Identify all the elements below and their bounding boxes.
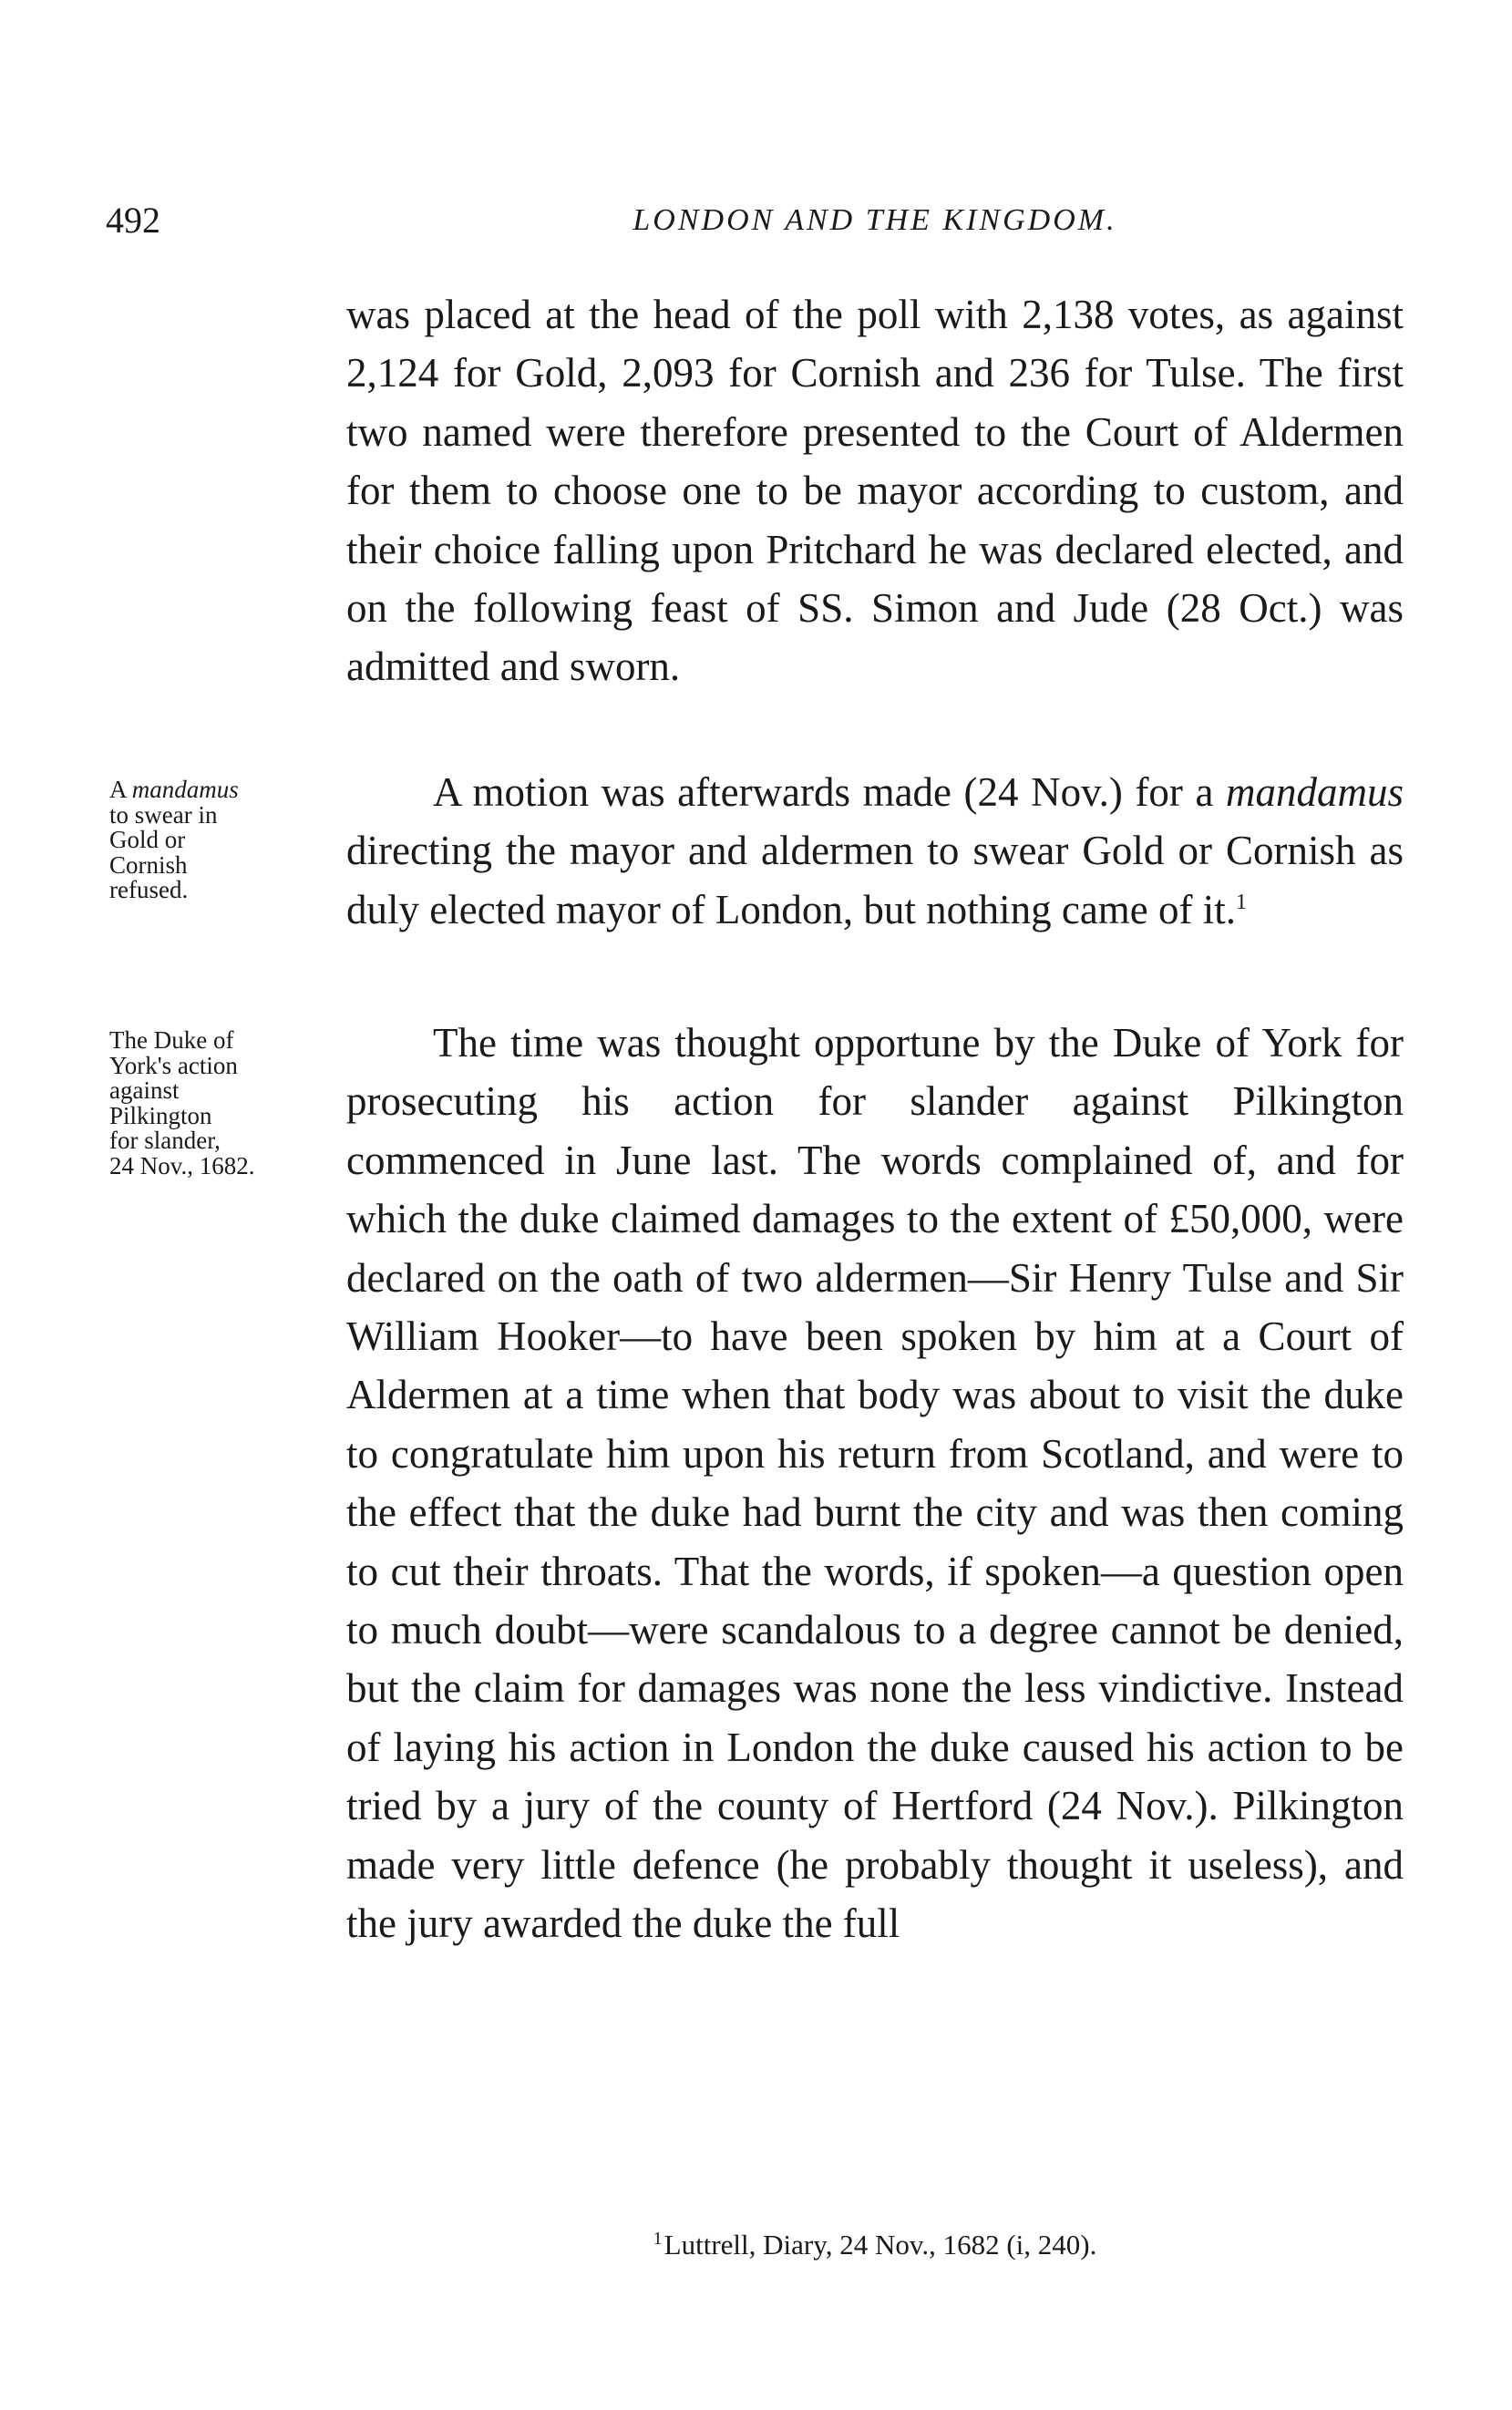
sidenote-mandamus-term: mandamus: [131, 776, 239, 803]
running-title: LONDON AND THE KINGDOM.: [633, 203, 1117, 237]
footnote-reference: 1: [1236, 890, 1248, 914]
paragraph-mandamus: [346, 763, 1404, 939]
sidenote-mandamus-line5: refused.: [109, 876, 189, 903]
footnote-mark: 1: [653, 2228, 663, 2249]
paragraph-poll-result: was placed at the head of the poll with 2,138 votes, as against 2,124 for Gold, 2,093 for Cornish and 236 for Tulse. The first two named were therefore presented to the Court of Aldermen for them to choose one to be mayor according to custom, and their choice falling upon Pritchard he was declared elected, and on the following feast of SS. Simon and Jude (28 Oct.) was admitted and sworn.: [346, 292, 1404, 690]
sidenote-duke-line3: against: [109, 1076, 180, 1104]
paragraph-mandamus-end: directing the mayor and aldermen to swear Gold or Cornish as duly elected mayor of London, but nothing came of it.: [346, 828, 1404, 932]
mandamus-term: mandamus: [1225, 769, 1404, 815]
sidenote-mandamus-article: A: [109, 776, 132, 803]
main-text: [346, 285, 1404, 696]
main-text-slander: [346, 1014, 1404, 1953]
main-text-mandamus: [346, 763, 1404, 939]
sidenote-duke-line1: The Duke of: [109, 1026, 234, 1054]
sidenote-mandamus-line4: Cornish: [109, 850, 188, 879]
sidenote-mandamus: [109, 778, 328, 903]
sidenote-duke-line6: 24 Nov., 1682.: [109, 1151, 255, 1179]
paragraph-slander-action: The time was thought opportune by the Duke of York for prosecuting his action for slander against Pilkington commenced in June last. The words complained of, and for which the duke claimed damages to the extent of £50,000, were declared on the oath of two aldermen—Sir Henry Tulse and Sir William Hooker—to have been spoken by him at a Court of Aldermen at a time when that body was about to visit the duke to congratulate him upon his return from Scotland, and were to the effect that the duke had burnt the city and was then coming to cut their throats. That the words, if spoken—a question open to much doubt—were scandalous to a degree cannot be denied, but the claim for damages was none the less vindictive. Instead of laying his action in London the duke caused his action to be tried by a jury of the county of Hertford (24 Nov.). Pilkington made very little defence (he probably thought it useless), and the jury awarded the duke the full: [346, 1020, 1404, 1947]
sidenote-duke-line2: York's action: [109, 1051, 238, 1079]
paragraph-mandamus-start: A motion was afterwards made (24 Nov.) for a: [433, 769, 1226, 815]
footnote: [346, 2227, 1404, 2263]
sidenote-duke-line4: Pilkington: [109, 1101, 212, 1129]
sidenote-mandamus-line3: Gold or: [109, 826, 186, 853]
sidenote-mandamus-line1: [109, 778, 328, 803]
sidenote-duke-line5: for slander,: [109, 1127, 221, 1154]
sidenote-mandamus-line2: to swear in: [109, 800, 218, 829]
sidenote-duke-of-york: [109, 1028, 328, 1179]
page-number: 492: [106, 200, 160, 241]
footnote-text: Luttrell, Diary, 24 Nov., 1682 (i, 240).: [663, 2229, 1097, 2261]
